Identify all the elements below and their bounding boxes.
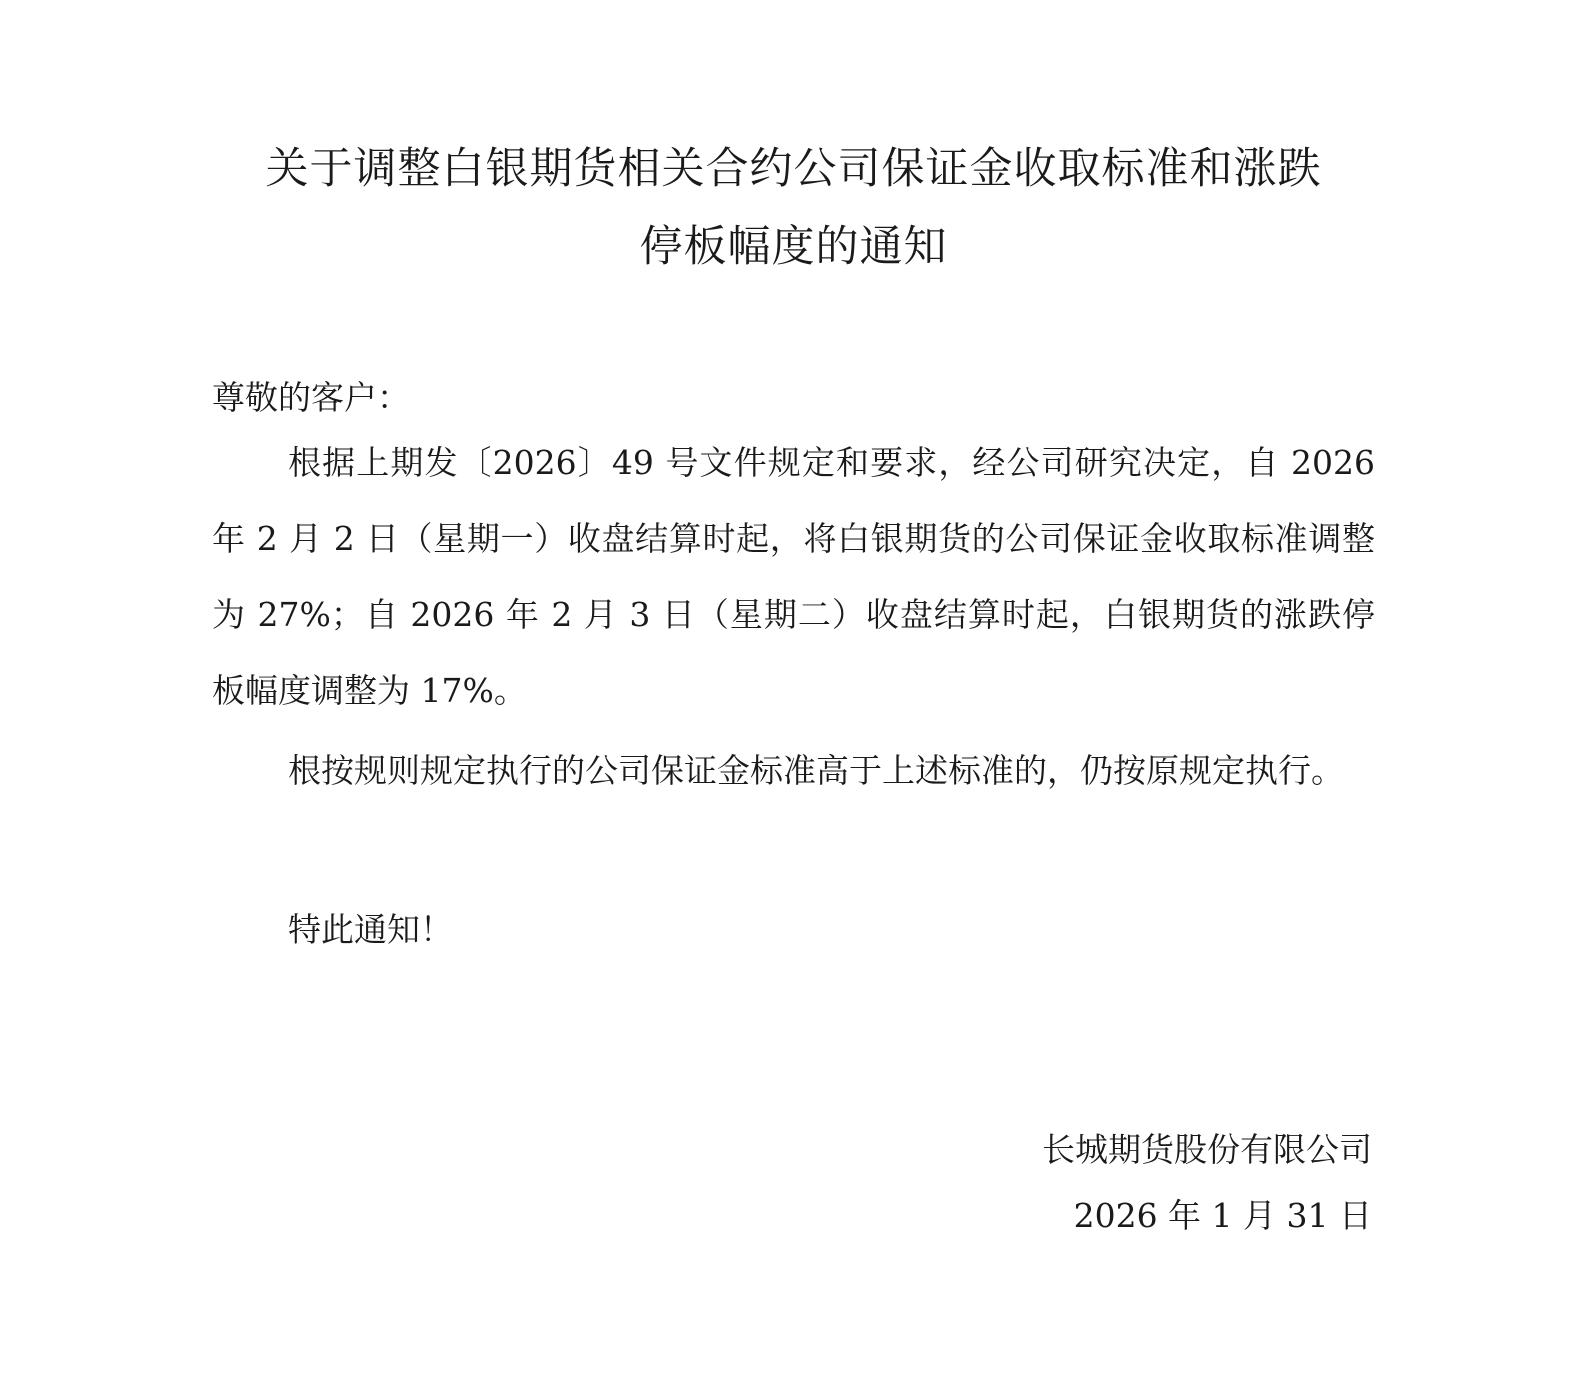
paragraph-rule-note: 根按规则规定执行的公司保证金标准高于上述标准的，仍按原规定执行。 — [288, 751, 1344, 790]
notice-title-line2: 停板幅度的通知 — [639, 222, 948, 272]
closing-line: 特此通知！ — [288, 910, 453, 949]
salutation: 尊敬的客户： — [212, 378, 410, 417]
notice-title-line1: 关于调整白银期货相关合约公司保证金收取标准和涨跌 — [265, 144, 1322, 194]
signature-company: 长城期货股份有限公司 — [1042, 1130, 1372, 1169]
paragraph-margin-adjustment: 根据上期发〔2026〕49 号文件规定和要求，经公司研究决定，自 2026 年 2 月 2 日（星期一）收盘结算时起，将白银期货的公司保证金收取标准调整为 27%；自 2026 年 2 月 3 日（星期二）收盘结算时起，白银期货的涨跌停板幅度调整为 17%。 — [212, 443, 1375, 710]
notice-title — [0, 130, 1587, 286]
signature-date: 2026 年 1 月 31 日 — [1073, 1196, 1372, 1235]
